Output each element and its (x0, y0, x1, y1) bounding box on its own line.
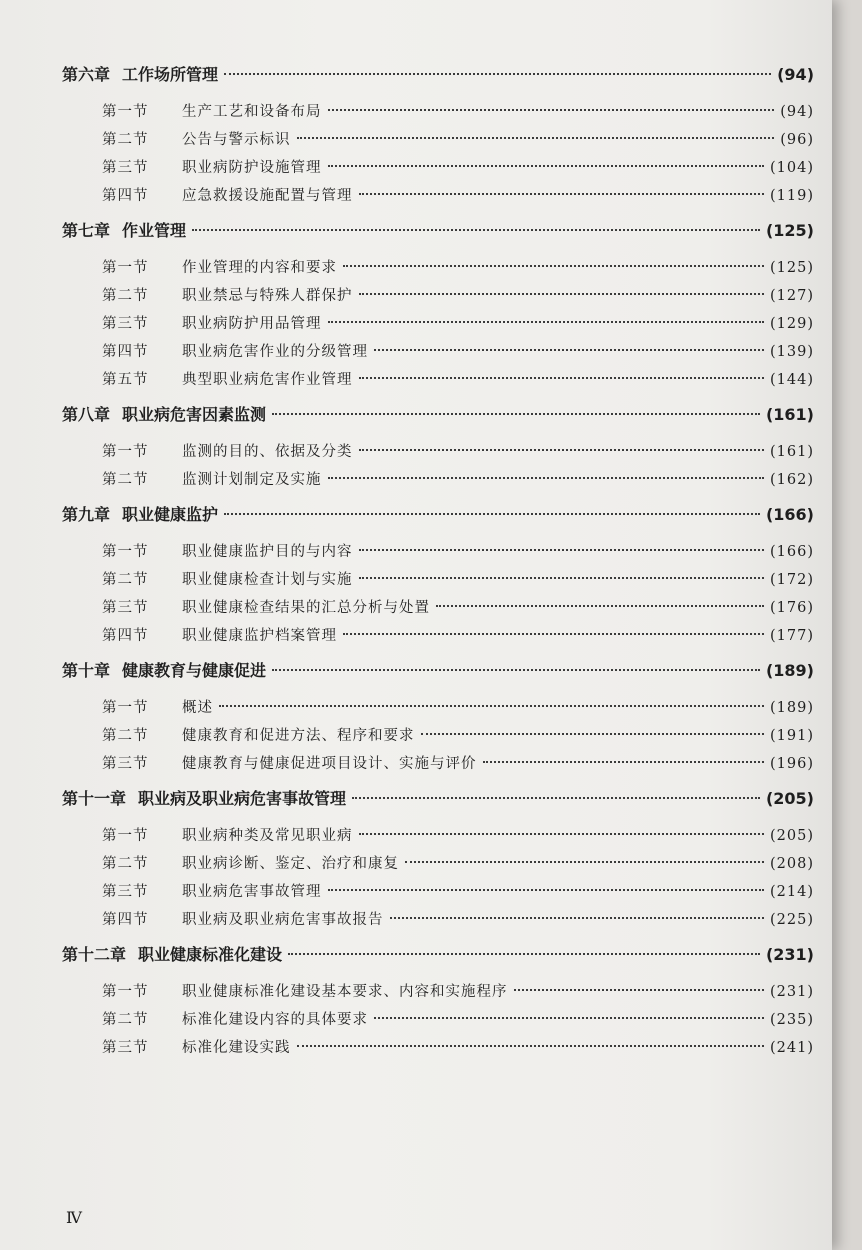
chapter-page-number: (231) (765, 945, 814, 964)
chapter-block (62, 502, 814, 652)
chapter-block (62, 62, 814, 212)
section-title: 作业管理的内容和要求 (182, 260, 337, 276)
dot-leader (483, 761, 765, 763)
chapter-number: 第十一章 (62, 789, 127, 808)
chapter-page-number: (205) (765, 789, 814, 808)
section-number: 第三节 (102, 600, 149, 616)
section-page-number: (166) (770, 544, 814, 560)
section-number: 第一节 (102, 828, 149, 844)
dot-leader (288, 953, 760, 955)
chapter-page-number: (166) (765, 505, 814, 524)
section-entry[interactable] (62, 696, 814, 724)
section-entry[interactable] (62, 908, 814, 936)
chapter-number: 第九章 (62, 505, 111, 524)
section-page-number: (205) (770, 828, 814, 844)
dot-leader (297, 137, 775, 139)
section-entry[interactable] (62, 724, 814, 752)
section-entry[interactable] (62, 1008, 814, 1036)
dot-leader (328, 477, 765, 479)
section-entry[interactable] (62, 468, 814, 496)
section-entry[interactable] (62, 312, 814, 340)
section-page-number: (139) (770, 344, 814, 360)
section-page-number: (125) (770, 260, 814, 276)
section-page-number: (214) (770, 884, 814, 900)
section-entry[interactable] (62, 852, 814, 880)
section-title: 职业禁忌与特殊人群保护 (182, 288, 353, 304)
section-number: 第三节 (102, 884, 149, 900)
chapter-title: 职业健康标准化建设 (138, 945, 283, 964)
section-number: 第二节 (102, 132, 149, 148)
dot-leader (192, 229, 760, 231)
section-title: 职业病种类及常见职业病 (182, 828, 353, 844)
section-entry[interactable] (62, 880, 814, 908)
chapter-page-number: (125) (765, 221, 814, 240)
dot-leader (421, 733, 765, 735)
section-entry[interactable] (62, 624, 814, 652)
dot-leader (224, 513, 760, 515)
section-number: 第五节 (102, 372, 149, 388)
dot-leader (328, 165, 765, 167)
dot-leader (272, 669, 760, 671)
section-page-number: (176) (770, 600, 814, 616)
dot-leader (328, 109, 775, 111)
chapter-entry[interactable] (62, 786, 814, 814)
section-page-number: (129) (770, 316, 814, 332)
chapter-title: 职业病及职业病危害事故管理 (138, 789, 347, 808)
dot-leader (359, 293, 765, 295)
chapter-block (62, 402, 814, 496)
dot-leader (359, 833, 765, 835)
dot-leader (328, 321, 765, 323)
section-title: 职业健康检查计划与实施 (182, 572, 353, 588)
section-entry[interactable] (62, 568, 814, 596)
dot-leader (359, 377, 765, 379)
section-number: 第二节 (102, 472, 149, 488)
section-number: 第二节 (102, 856, 149, 872)
chapter-title: 职业健康监护 (122, 505, 219, 524)
section-number: 第一节 (102, 444, 149, 460)
section-number: 第四节 (102, 912, 149, 928)
section-number: 第二节 (102, 728, 149, 744)
section-entry[interactable] (62, 256, 814, 284)
section-page-number: (119) (770, 188, 814, 204)
dot-leader (343, 633, 764, 635)
chapter-title: 工作场所管理 (122, 65, 219, 84)
chapter-block (62, 658, 814, 780)
dot-leader (297, 1045, 765, 1047)
section-page-number: (235) (770, 1012, 814, 1028)
section-entry[interactable] (62, 156, 814, 184)
chapter-title: 健康教育与健康促进 (122, 661, 267, 680)
chapter-page-number: (161) (765, 405, 814, 424)
section-page-number: (161) (770, 444, 814, 460)
section-title: 健康教育和促进方法、程序和要求 (182, 728, 415, 744)
chapter-block (62, 786, 814, 936)
chapter-entry[interactable] (62, 402, 814, 430)
section-number: 第一节 (102, 984, 149, 1000)
section-page-number: (196) (770, 756, 814, 772)
section-entry[interactable] (62, 184, 814, 212)
chapter-entry[interactable] (62, 62, 814, 90)
dot-leader (374, 349, 764, 351)
chapter-block (62, 218, 814, 396)
chapter-page-number: (189) (765, 661, 814, 680)
chapter-number: 第十二章 (62, 945, 127, 964)
chapter-number: 第七章 (62, 221, 111, 240)
dot-leader (514, 989, 765, 991)
section-title: 标准化建设实践 (182, 1040, 291, 1056)
section-number: 第一节 (102, 544, 149, 560)
section-title: 职业健康监护档案管理 (182, 628, 337, 644)
section-number: 第一节 (102, 104, 149, 120)
page-number-footer: Ⅳ (66, 1208, 82, 1227)
section-entry[interactable] (62, 752, 814, 780)
dot-leader (359, 549, 765, 551)
section-title: 职业病危害作业的分级管理 (182, 344, 368, 360)
dot-leader (359, 193, 765, 195)
section-title: 监测的目的、依据及分类 (182, 444, 353, 460)
section-number: 第一节 (102, 700, 149, 716)
section-number: 第四节 (102, 628, 149, 644)
section-page-number: (144) (770, 372, 814, 388)
section-title: 应急救援设施配置与管理 (182, 188, 353, 204)
section-number: 第四节 (102, 188, 149, 204)
section-entry[interactable] (62, 100, 814, 128)
section-number: 第一节 (102, 260, 149, 276)
dot-leader (224, 73, 771, 75)
section-number: 第三节 (102, 1040, 149, 1056)
section-title: 健康教育与健康促进项目设计、实施与评价 (182, 756, 477, 772)
section-entry[interactable] (62, 128, 814, 156)
section-page-number: (177) (770, 628, 814, 644)
section-title: 典型职业病危害作业管理 (182, 372, 353, 388)
section-title: 标准化建设内容的具体要求 (182, 1012, 368, 1028)
section-number: 第二节 (102, 572, 149, 588)
chapter-number: 第六章 (62, 65, 111, 84)
section-page-number: (172) (770, 572, 814, 588)
section-entry[interactable] (62, 284, 814, 312)
section-page-number: (127) (770, 288, 814, 304)
section-entry[interactable] (62, 540, 814, 568)
section-entry[interactable] (62, 1036, 814, 1064)
section-title: 概述 (182, 700, 213, 716)
chapter-entry[interactable] (62, 658, 814, 686)
section-entry[interactable] (62, 596, 814, 624)
section-page-number: (208) (770, 856, 814, 872)
chapter-number: 第十章 (62, 661, 111, 680)
table-of-contents (62, 62, 814, 1070)
section-number: 第三节 (102, 160, 149, 176)
section-entry[interactable] (62, 368, 814, 396)
section-title: 监测计划制定及实施 (182, 472, 322, 488)
dot-leader (219, 705, 764, 707)
section-title: 职业病防护设施管理 (182, 160, 322, 176)
section-page-number: (94) (780, 104, 814, 120)
section-number: 第三节 (102, 316, 149, 332)
chapter-entry[interactable] (62, 218, 814, 246)
section-title: 职业健康监护目的与内容 (182, 544, 353, 560)
section-title: 公告与警示标识 (182, 132, 291, 148)
section-page-number: (225) (770, 912, 814, 928)
chapter-block (62, 942, 814, 1064)
section-number: 第二节 (102, 1012, 149, 1028)
dot-leader (343, 265, 764, 267)
dot-leader (374, 1017, 764, 1019)
section-title: 职业病诊断、鉴定、治疗和康复 (182, 856, 399, 872)
dot-leader (390, 917, 765, 919)
chapter-number: 第八章 (62, 405, 111, 424)
section-title: 职业病及职业病危害事故报告 (182, 912, 384, 928)
dot-leader (405, 861, 764, 863)
section-title: 职业病防护用品管理 (182, 316, 322, 332)
dot-leader (436, 605, 764, 607)
section-entry[interactable] (62, 980, 814, 1008)
chapter-title: 职业病危害因素监测 (122, 405, 267, 424)
dot-leader (272, 413, 760, 415)
section-page-number: (96) (780, 132, 814, 148)
chapter-entry[interactable] (62, 502, 814, 530)
dot-leader (359, 577, 765, 579)
section-title: 职业健康检查结果的汇总分析与处置 (182, 600, 430, 616)
chapter-page-number: (94) (777, 65, 814, 84)
section-page-number: (231) (770, 984, 814, 1000)
dot-leader (359, 449, 765, 451)
section-title: 生产工艺和设备布局 (182, 104, 322, 120)
section-title: 职业病危害事故管理 (182, 884, 322, 900)
section-entry[interactable] (62, 824, 814, 852)
chapter-entry[interactable] (62, 942, 814, 970)
section-page-number: (189) (770, 700, 814, 716)
section-entry[interactable] (62, 440, 814, 468)
dot-leader (352, 797, 760, 799)
section-page-number: (162) (770, 472, 814, 488)
section-title: 职业健康标准化建设基本要求、内容和实施程序 (182, 984, 508, 1000)
section-page-number: (241) (770, 1040, 814, 1056)
section-number: 第四节 (102, 344, 149, 360)
section-number: 第三节 (102, 756, 149, 772)
section-page-number: (191) (770, 728, 814, 744)
chapter-title: 作业管理 (122, 221, 187, 240)
dot-leader (328, 889, 765, 891)
section-entry[interactable] (62, 340, 814, 368)
section-page-number: (104) (770, 160, 814, 176)
section-number: 第二节 (102, 288, 149, 304)
